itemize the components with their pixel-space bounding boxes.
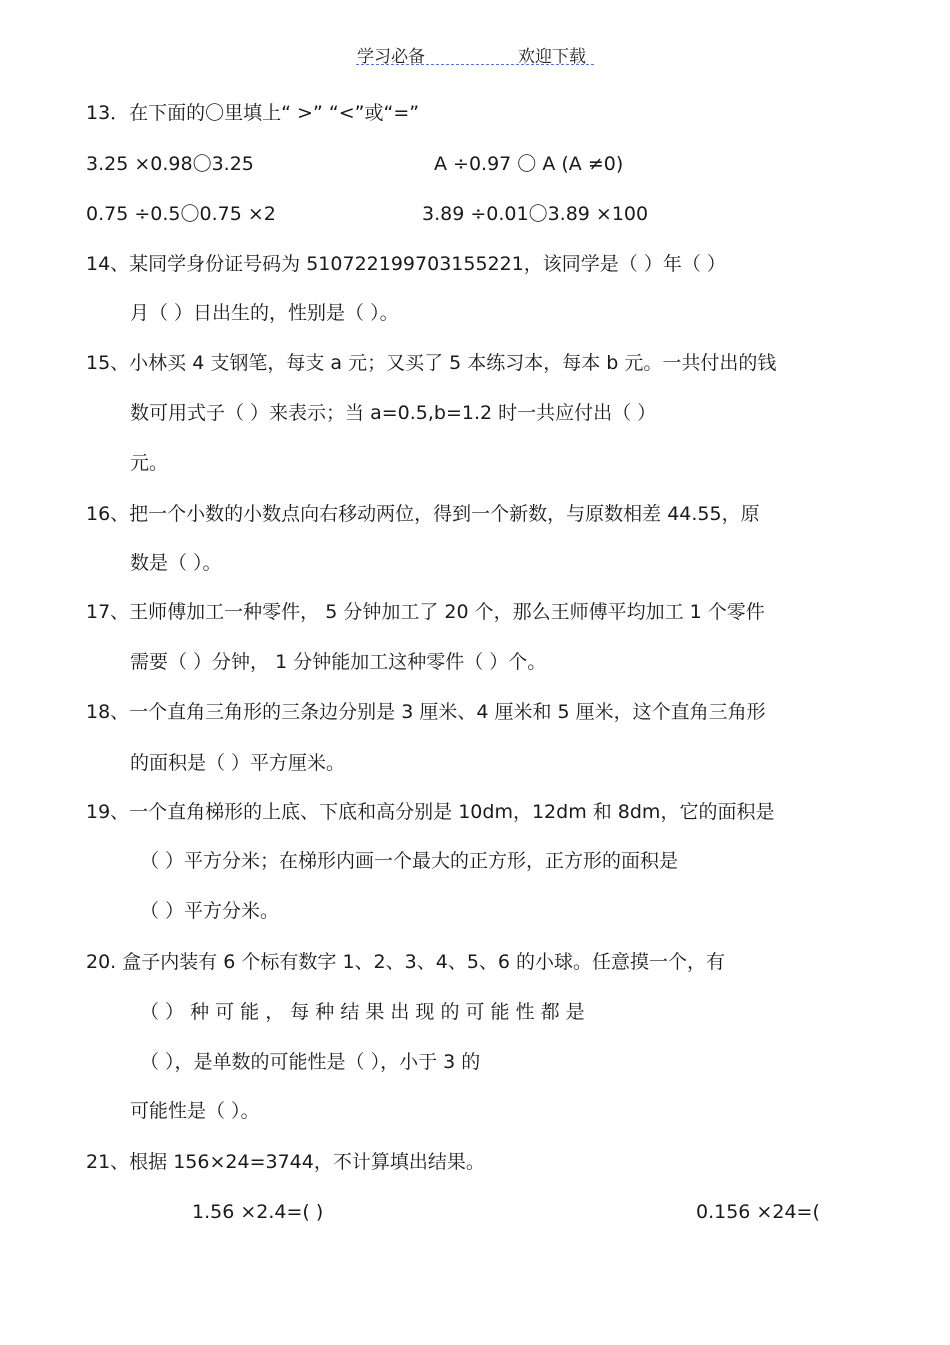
q17-line-2: 需要（ ）分钟， 1 分钟能加工这种零件（ ）个。 [130, 651, 547, 673]
q19-line-1: 19、一个直角梯形的上底、下底和高分别是 10dm，12dm 和 8dm，它的面积是 [86, 801, 775, 823]
q19-line-2: （ ）平方分米；在梯形内画一个最大的正方形，正方形的面积是 [140, 850, 679, 872]
q18-line-2: 的面积是（ ）平方厘米。 [130, 752, 346, 774]
q21-stem: 21、根据 156×24=3744，不计算填出结果。 [86, 1151, 485, 1173]
q13-item-2: A ÷0.97 〇 A (A ≠0) [434, 153, 624, 175]
q15-line-3: 元。 [130, 452, 169, 474]
q16-line-2: 数是（ ）。 [130, 552, 222, 574]
q13-item-1: 3.25 ×0.98〇3.25 [86, 153, 254, 175]
header-left: 学习必备 [357, 47, 425, 67]
q17-line-1: 17、王师傅加工一种零件， 5 分钟加工了 20 个，那么王师傅平均加工 1 个零件 [86, 601, 765, 623]
q21-item-2: 0.156 ×24=( [696, 1201, 820, 1223]
q13-item-3: 0.75 ÷0.5〇0.75 ×2 [86, 203, 276, 225]
q14-line-1: 14、某同学身份证号码为 510722199703155221，该同学是（ ）年（ ） [86, 253, 726, 275]
q14-line-2: 月（ ）日出生的，性别是（ ）。 [130, 302, 399, 324]
q21-item-1: 1.56 ×2.4=( ) [192, 1201, 324, 1223]
q18-line-1: 18、一个直角三角形的三条边分别是 3 厘米、4 厘米和 5 厘米，这个直角三角形 [86, 701, 766, 723]
q13-item-4: 3.89 ÷0.01〇3.89 ×100 [422, 203, 649, 225]
q20-line-1: 20. 盒子内装有 6 个标有数字 1、2、3、4、5、6 的小球。任意摸一个，有 [86, 951, 726, 973]
q13-stem: 13．在下面的〇里填上“ >” “<”或“=” [86, 102, 420, 124]
q20-line-3: （ ），是单数的可能性是（ ），小于 3 的 [140, 1051, 481, 1073]
q20-line-4: 可能性是（ ）。 [130, 1100, 260, 1122]
q15-line-1: 15、小林买 4 支钢笔，每支 a 元；又买了 5 本练习本，每本 b 元。一共付出的钱 [86, 352, 777, 374]
header-right: 欢迎下载 [518, 47, 586, 67]
q16-line-1: 16、把一个小数的小数点向右移动两位，得到一个新数，与原数相差 44.55，原 [86, 503, 760, 525]
q19-line-3: （ ）平方分米。 [140, 900, 280, 922]
q15-line-2: 数可用式子（ ）来表示；当 a=0.5,b=1.2 时一共应付出（ ） [130, 402, 657, 424]
q20-line-2: （ ） 种 可 能 ， 每 种 结 果 出 现 的 可 能 性 都 是 [140, 1001, 585, 1023]
header-divider [356, 64, 594, 65]
